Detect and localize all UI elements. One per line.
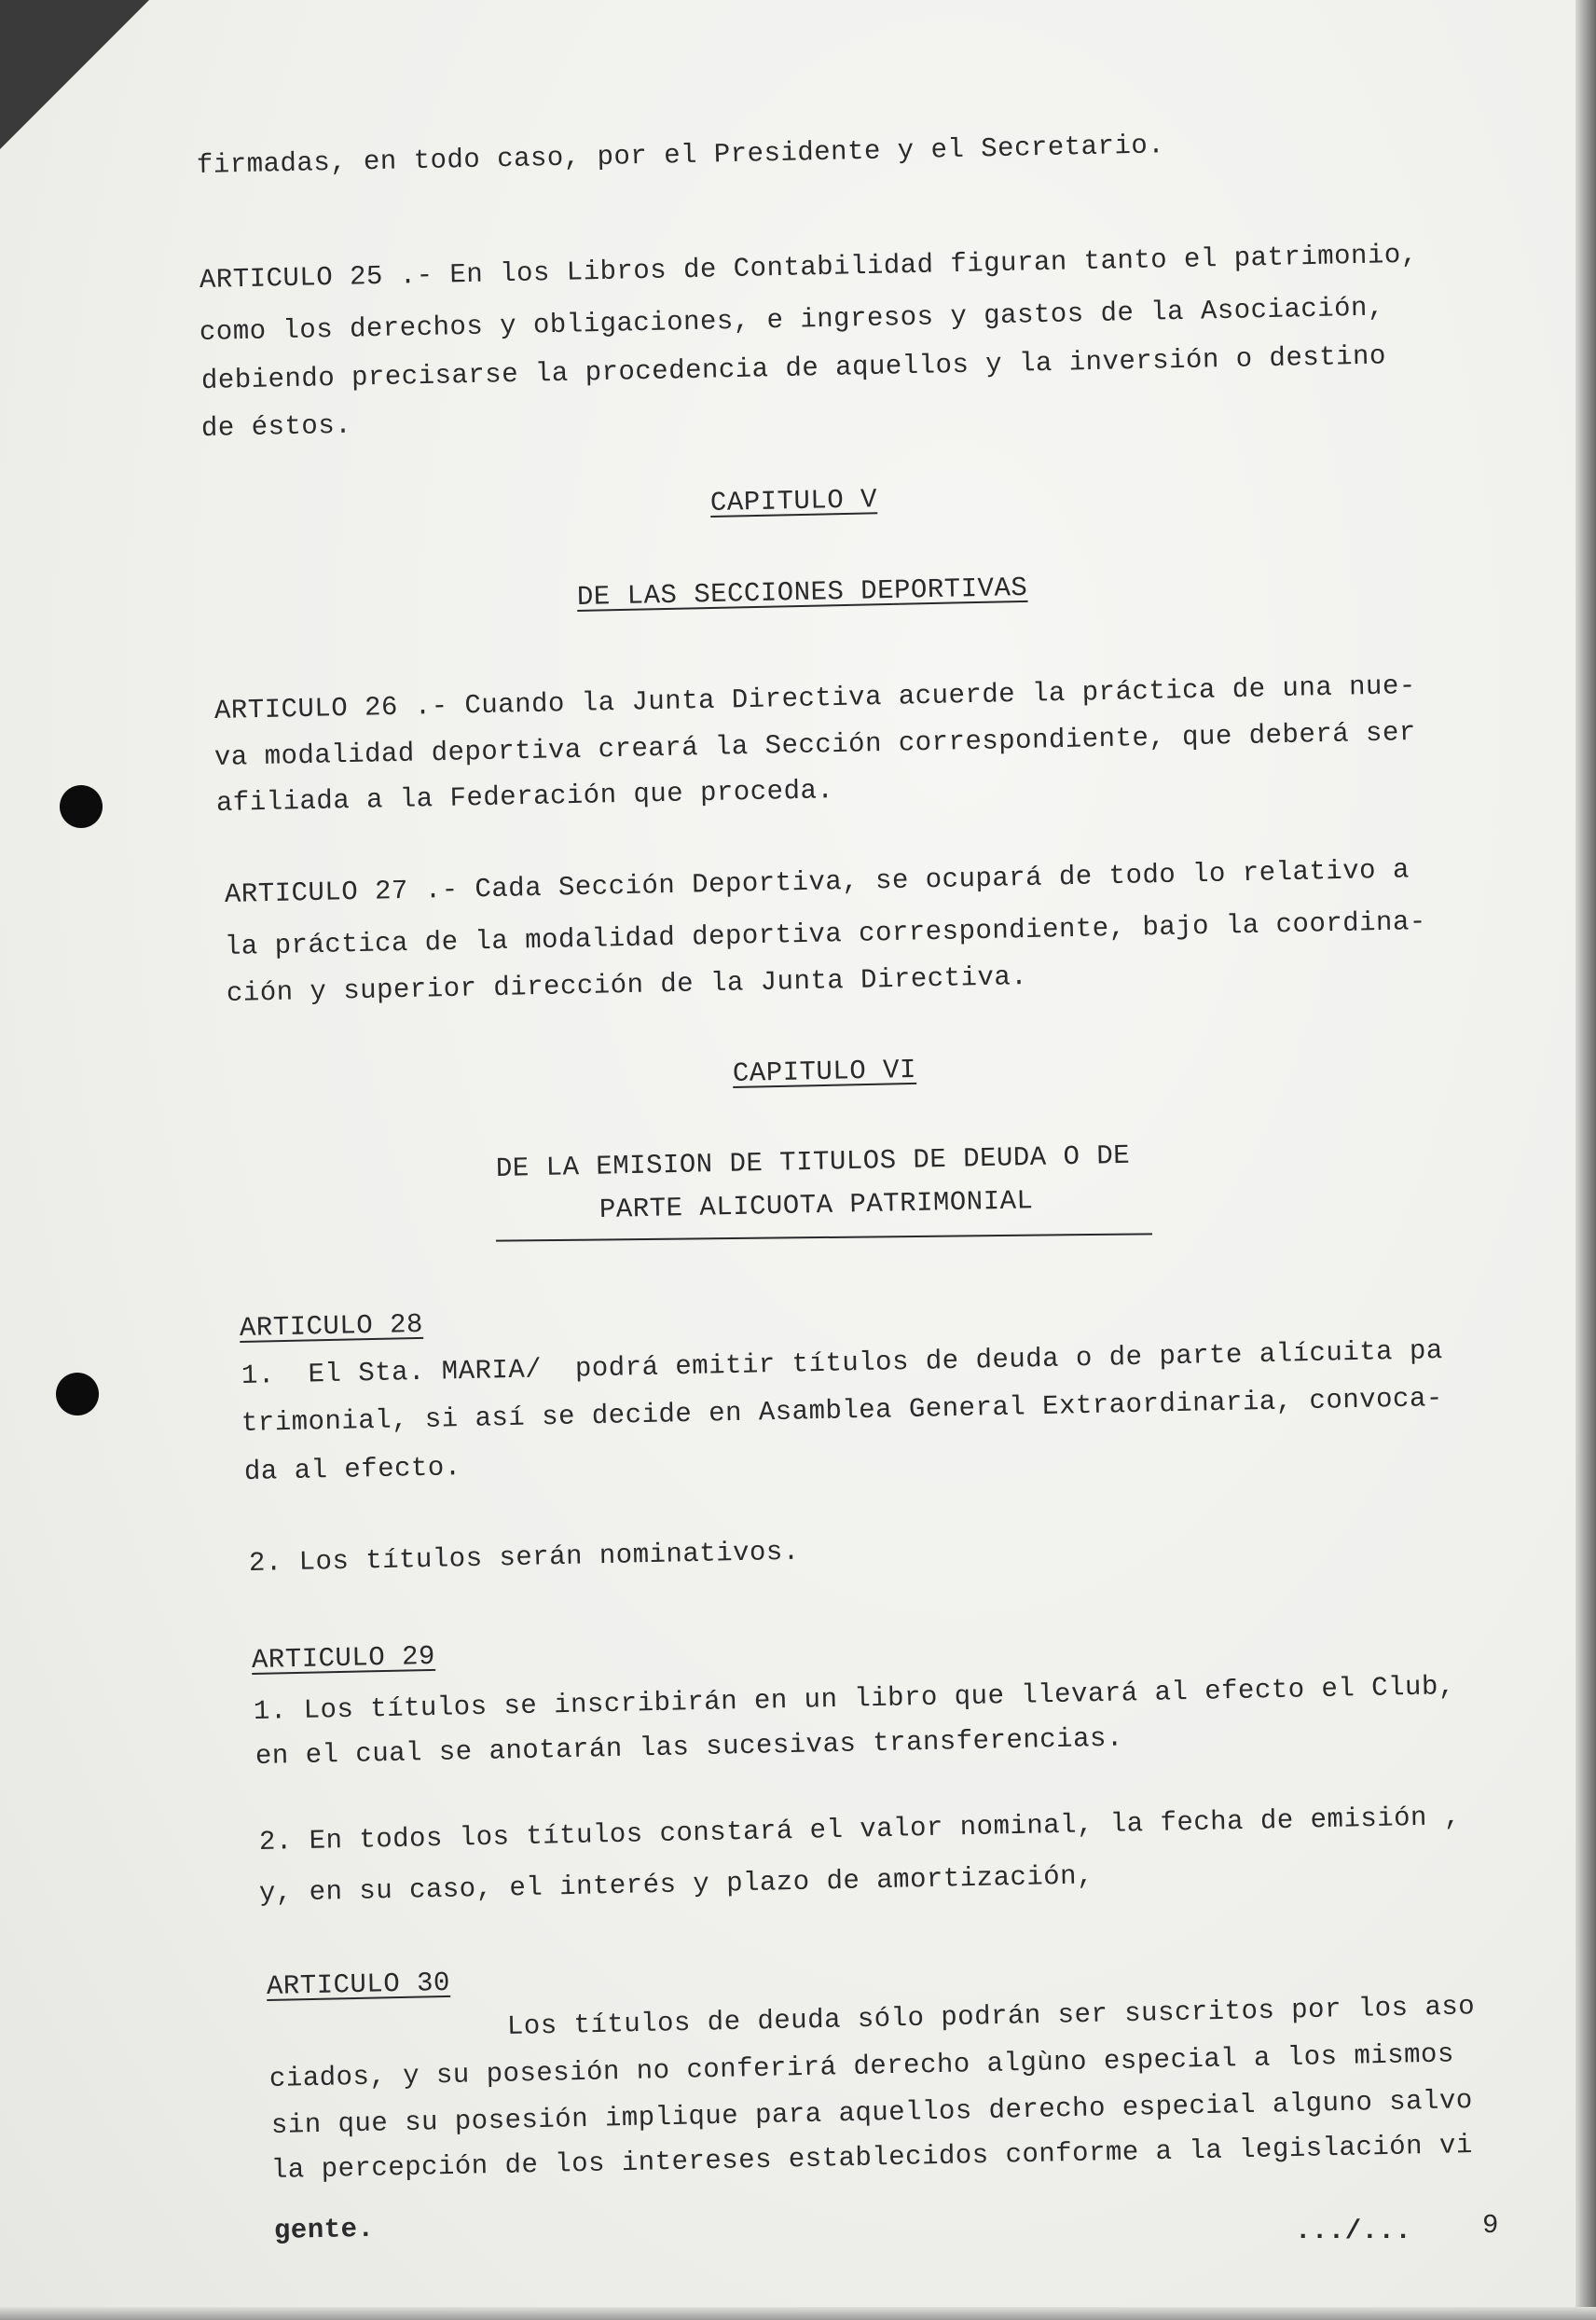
- article-30-line: la percepción de los intereses establecidos conforme a la legislación vi: [270, 2130, 1474, 2186]
- article-29-line: 2. En todos los títulos constará el valor nominal, la fecha de emisión ,: [258, 1802, 1462, 1857]
- article-30-heading: ARTICULO 30: [266, 1967, 451, 2002]
- text-line: firmadas, en todo caso, por el Presidente y el Secretario.: [196, 130, 1165, 181]
- page-edge-bottom: [0, 2307, 1596, 2320]
- article-25-line: de éstos.: [200, 409, 352, 444]
- article-27-line: ción y superior dirección de la Junta Directiva.: [226, 961, 1028, 1009]
- page-number: 9: [1482, 2210, 1499, 2241]
- folded-corner: [0, 0, 149, 149]
- article-28-line: 1. El Sta. MARIA/ podrá emitir títulos de deuda o de parte alícuita pa: [241, 1335, 1444, 1391]
- chapter-6-heading: CAPITULO VI: [732, 1054, 917, 1089]
- article-26-line: afiliada a la Federación que proceda.: [215, 775, 834, 819]
- article-28-heading: ARTICULO 28: [239, 1308, 424, 1344]
- article-29-heading: ARTICULO 29: [251, 1640, 436, 1676]
- article-28-line: trimonial, si así se decide en Asamblea General Extraordinaria, convoca-: [241, 1383, 1444, 1439]
- article-25-line: debiendo precisarse la procedencia de aquellos y la inversión o destino: [200, 340, 1387, 396]
- punch-hole: [56, 1373, 99, 1415]
- article-30-line: gente.: [273, 2213, 375, 2246]
- article-27-line: la práctica de la modalidad deportiva correspondiente, bajo la coordina-: [224, 906, 1427, 962]
- article-30-line: Los títulos de deuda sólo podrán ser suscritos por los aso: [506, 1991, 1476, 2042]
- article-25-line: como los derechos y obligaciones, e ingresos y gastos de la Asociación,: [199, 292, 1385, 348]
- chapter-5-heading: CAPITULO V: [709, 484, 878, 518]
- article-30-line: sin que su posesión implique para aquellos derecho especial alguno salvo: [270, 2085, 1474, 2141]
- article-29-line: 1. Los títulos se inscribirán en un libro que llevará al efecto el Club,: [253, 1671, 1456, 1727]
- article-26-line: va modalidad deportiva creará la Sección correspondiente, que deberá ser: [213, 717, 1417, 773]
- article-28-line: da al efecto.: [243, 1452, 462, 1487]
- continuation-mark: .../...: [1295, 2216, 1412, 2246]
- article-29-line: en el cual se anotarán las sucesivas transferencias.: [255, 1722, 1124, 1772]
- article-30-line: ciados, y su posesión no conferirá derecho algùno especial a los mismos: [268, 2038, 1455, 2094]
- article-28-line: 2. Los títulos serán nominativos.: [248, 1536, 801, 1579]
- article-29-line: y, en su caso, el interés y plazo de amortización,: [258, 1860, 1094, 1909]
- page-edge-right: [1575, 0, 1596, 2320]
- chapter-5-title: DE LAS SECCIONES DEPORTIVAS: [576, 572, 1028, 613]
- punch-hole: [60, 785, 103, 828]
- article-26-line: ARTICULO 26 .- Cuando la Junta Directiva acuerde la práctica de una nue-: [213, 670, 1417, 726]
- article-27-line: ARTICULO 27 .- Cada Sección Deportiva, se ocupará de todo lo relativo a: [224, 854, 1410, 910]
- article-25-line: ARTICULO 25 .- En los Libros de Contabilidad figuran tanto el patrimonio,: [199, 239, 1418, 296]
- chapter-6-title: PARTE ALICUOTA PATRIMONIAL: [598, 1185, 1034, 1225]
- chapter-6-title: DE LA EMISION DE TITULOS DE DEUDA O DE: [495, 1139, 1131, 1184]
